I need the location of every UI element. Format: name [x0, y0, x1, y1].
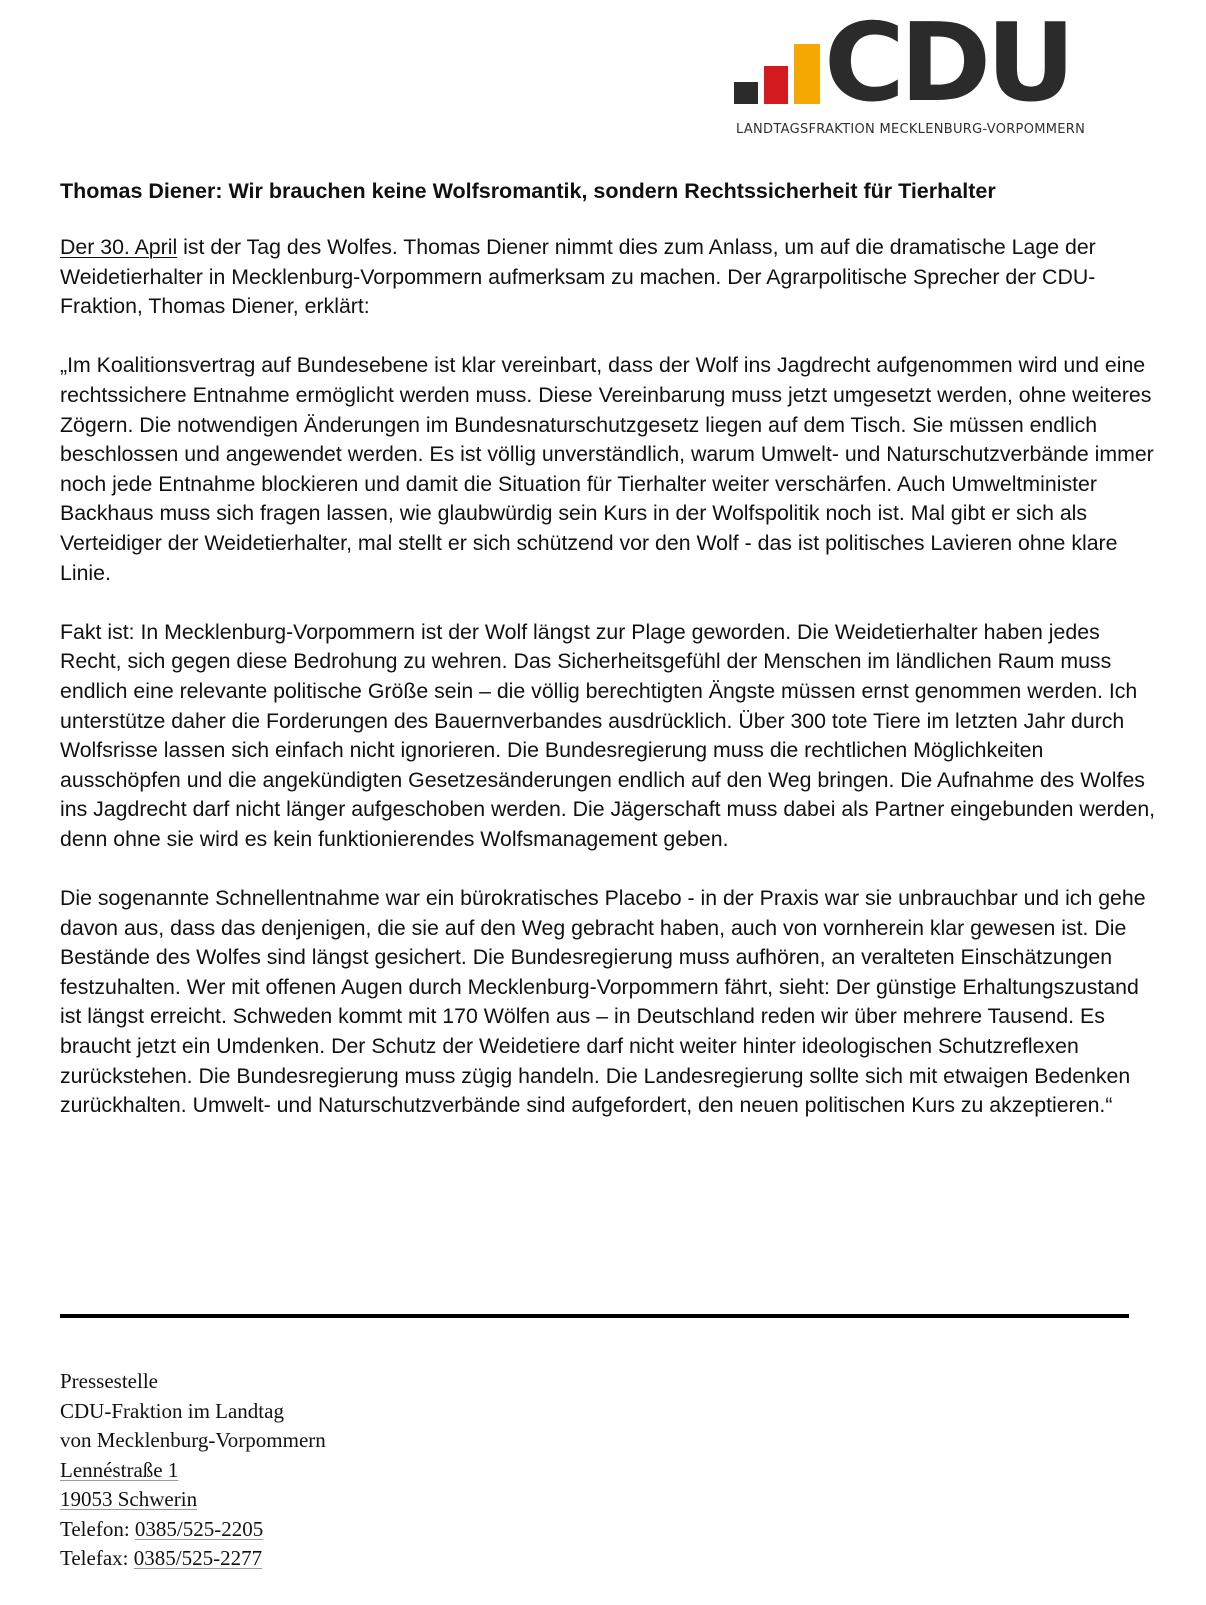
- city-address-link[interactable]: 19053 Schwerin: [60, 1487, 198, 1511]
- logo-subline: LANDTAGSFRAKTION MECKLENBURG-VORPOMMERN: [736, 122, 1086, 137]
- contact-line: Pressestelle: [60, 1369, 158, 1393]
- contact-line: CDU-Fraktion im Landtag: [60, 1398, 284, 1423]
- street-address-link[interactable]: Lennéstraße 1: [60, 1457, 179, 1482]
- phone-link[interactable]: 0385/525-2205: [134, 1516, 264, 1541]
- contact-line: von Mecklenburg-Vorpommern: [60, 1428, 326, 1452]
- divider-rule: [60, 1314, 1129, 1318]
- body-paragraph: Fakt ist: In Mecklenburg-Vorpommern ist der Wolf längst zur Plage geworden. Die Weidetierhalter haben jedes Recht, sich gegen diese Bedrohung zu wehren. Das Sicherheitsgefühl der Menschen im ländlichen Raum muss endlich eine relevante politische Größe sein – die völlig berechtigten Ängste müssen ernst genommen werden. Ich unterstütze daher die Forderungen des Bauernverbandes ausdrücklich. Über 300 tote Tiere im letzten Jahr durch Wolfsrisse lassen sich einfach nicht ignorieren. Die Bundesregierung muss die rechtlichen Möglichkeiten ausschöpfen und die angekündigten Gesetzesänderungen endlich auf den Weg bringen. Die Aufnahme des Wolfes ins Jagdrecht darf nicht länger aufgeschoben werden. Die Jägerschaft muss dabei als Partner eingebunden werden, denn ohne sie wird es kein funktionierendes Wolfsmanagement geben.: [60, 619, 1156, 851]
- press-release-headline: Thomas Diener: Wir brauchen keine Wolfsromantik, sondern Rechtssicherheit für Tierhalter: [60, 179, 996, 203]
- contact-block: [60, 1367, 326, 1574]
- press-release-body: [60, 233, 1160, 1150]
- body-paragraph: Die sogenannte Schnellentnahme war ein bürokratisches Placebo - in der Praxis war sie unbrauchbar und ich gehe davon aus, dass das denjenigen, die sie auf den Weg gebracht haben, auch von vornherein klar gewesen ist. Die Bestände des Wolfes sind längst gesichert. Die Bundesregierung muss aufhören, an veralteten Einschätzungen festzuhalten. Wer mit offenen Augen durch Mecklenburg-Vorpommern fährt, sieht: Der günstige Erhaltungszustand ist längst erreicht. Schweden kommt mit 170 Wölfen aus – in Deutschland reden wir über mehrere Tausend. Es braucht jetzt ein Umdenken. Der Schutz der Weidetiere darf nicht weiter hinter ideologischen Schutzreflexen zurückstehen. Die Bundesregierung muss zügig handeln. Die Landesregierung sollte sich mit etwaigen Bedenken zurückhalten. Umwelt- und Naturschutzverbände sind aufgefordert, den neuen politischen Kurs zu akzeptieren.“: [60, 886, 1146, 1118]
- fax-label: Telefax:: [60, 1546, 134, 1570]
- logo-wordmark: CDU: [824, 1, 1071, 126]
- cdu-logo: [734, 1, 1136, 140]
- logo-bars-icon: [734, 42, 824, 104]
- intro-text: ist der Tag des Wolfes. Thomas Diener nimmt dies zum Anlass, um auf die dramatische Lage der Weidetierhalter in Mecklenburg-Vorpommern aufmerksam zu machen. Der Agrarpolitische Sprecher der CDU-Fraktion, Thomas Diener, erklärt:: [60, 235, 1096, 319]
- date-link[interactable]: Der 30. April: [60, 235, 178, 259]
- phone-label: Telefon:: [60, 1516, 135, 1541]
- intro-paragraph: [60, 233, 1160, 322]
- fax-link[interactable]: 0385/525-2277: [133, 1546, 263, 1570]
- body-paragraph: „Im Koalitionsvertrag auf Bundesebene ist klar vereinbart, dass der Wolf ins Jagdrecht aufgenommen wird und eine rechtssichere Entnahme ermöglicht werden muss. Diese Vereinbarung muss jetzt umgesetzt werden, ohne weiteres Zögern. Die notwendigen Änderungen im Bundesnaturschutzgesetz liegen auf dem Tisch. Sie müssen endlich beschlossen und angewendet werden. Es ist völlig unverständlich, warum Umwelt- und Naturschutzverbände immer noch jede Entnahme blockieren und damit die Situation für Tierhalter weiter verschärfen. Auch Umweltminister Backhaus muss sich fragen lassen, wie glaubwürdig sein Kurs in der Wolfspolitik noch ist. Mal gibt er sich als Verteidiger der Weidetierhalter, mal stellt er sich schützend vor den Wolf - das ist politisches Lavieren ohne klare Linie.: [60, 353, 1154, 585]
